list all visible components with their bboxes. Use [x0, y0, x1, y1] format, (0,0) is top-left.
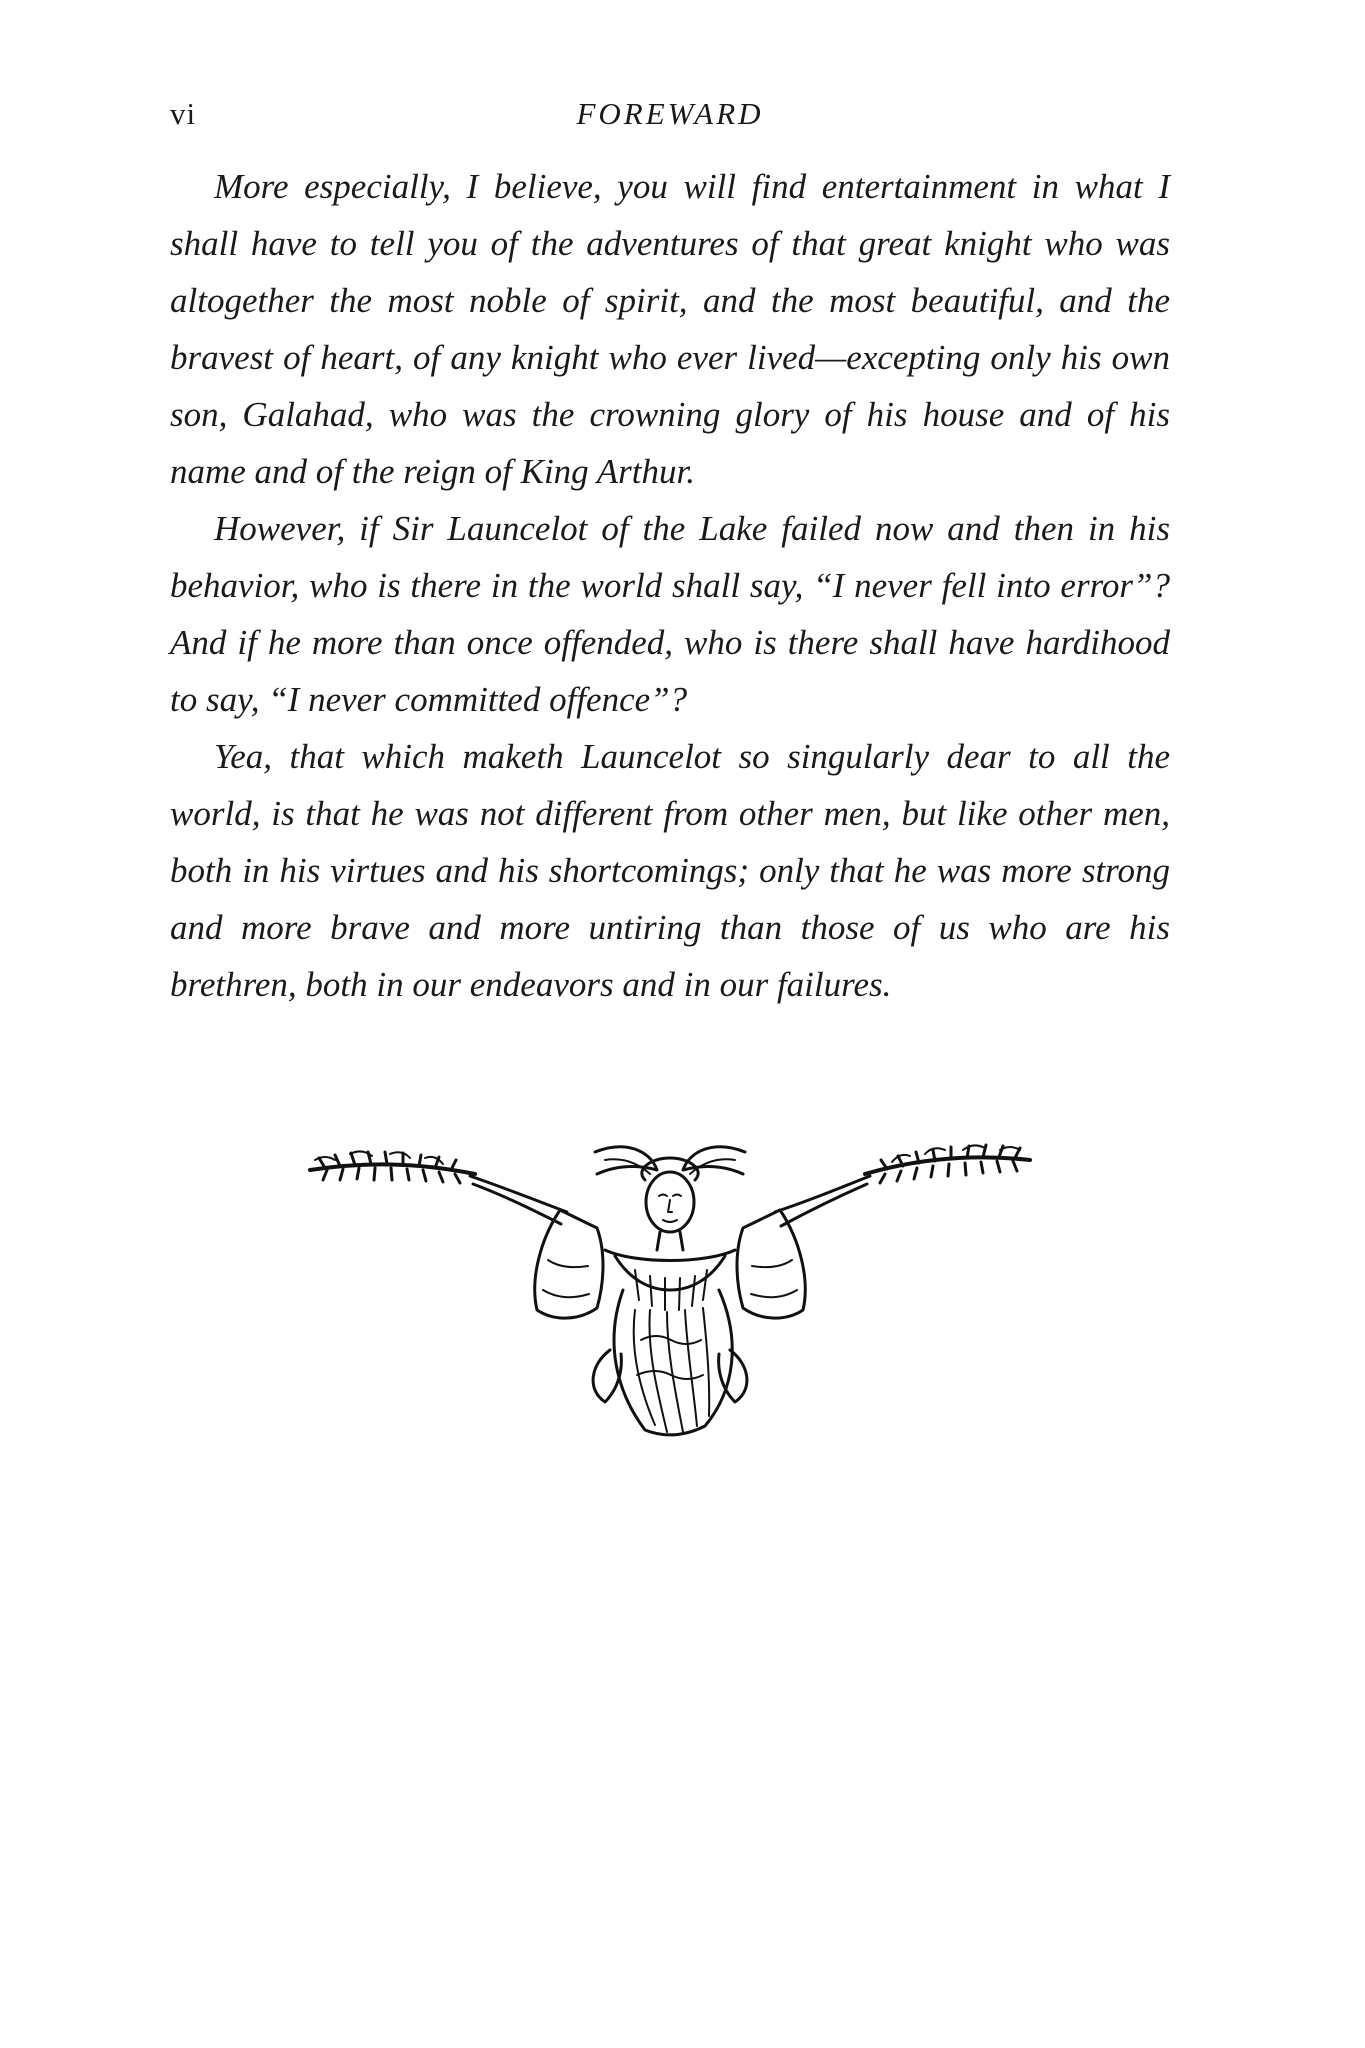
face-icon	[646, 1172, 694, 1232]
bodice-icon	[605, 1232, 735, 1310]
left-laurel-branch-icon	[310, 1151, 475, 1183]
running-head	[170, 96, 1170, 140]
body-text	[170, 158, 1170, 1013]
flowing-robe-icon	[593, 1290, 747, 1435]
paragraph-1: More especially, I believe, you will find entertainment in what I shall have to tell you of the adventures of that great knight who was altogether the most noble of spirit, and the most beautiful, and the bravest of heart, of any knight who ever lived—excepting only his own son, Galahad, who was the crowning glory of his house and of his name and of the reign of King Arthur.	[170, 167, 1170, 491]
tailpiece-ornament	[305, 1140, 1035, 1440]
page-number: vi	[170, 96, 197, 131]
running-title: FOREWARD	[576, 96, 764, 131]
winged-maiden-icon	[305, 1140, 1035, 1440]
flowing-hair-icon	[595, 1147, 745, 1180]
sleeves-icon	[535, 1210, 805, 1318]
paragraph-3: Yea, that which maketh Launcelot so singularly dear to all the world, is that he was not different from other men, but like other men, both in his virtues and his shortcomings; only that he was more strong and more brave and more untiring than those of us who are his brethren, both in our endeavors and in our failures.	[170, 737, 1170, 1004]
paragraph-2: However, if Sir Launcelot of the Lake failed now and then in his behavior, who is there in the world shall say, “I never fell into error”? And if he more than once offended, who is there shall have hardihood to say, “I never committed offence”?	[170, 509, 1170, 719]
right-laurel-branch-icon	[865, 1145, 1030, 1183]
